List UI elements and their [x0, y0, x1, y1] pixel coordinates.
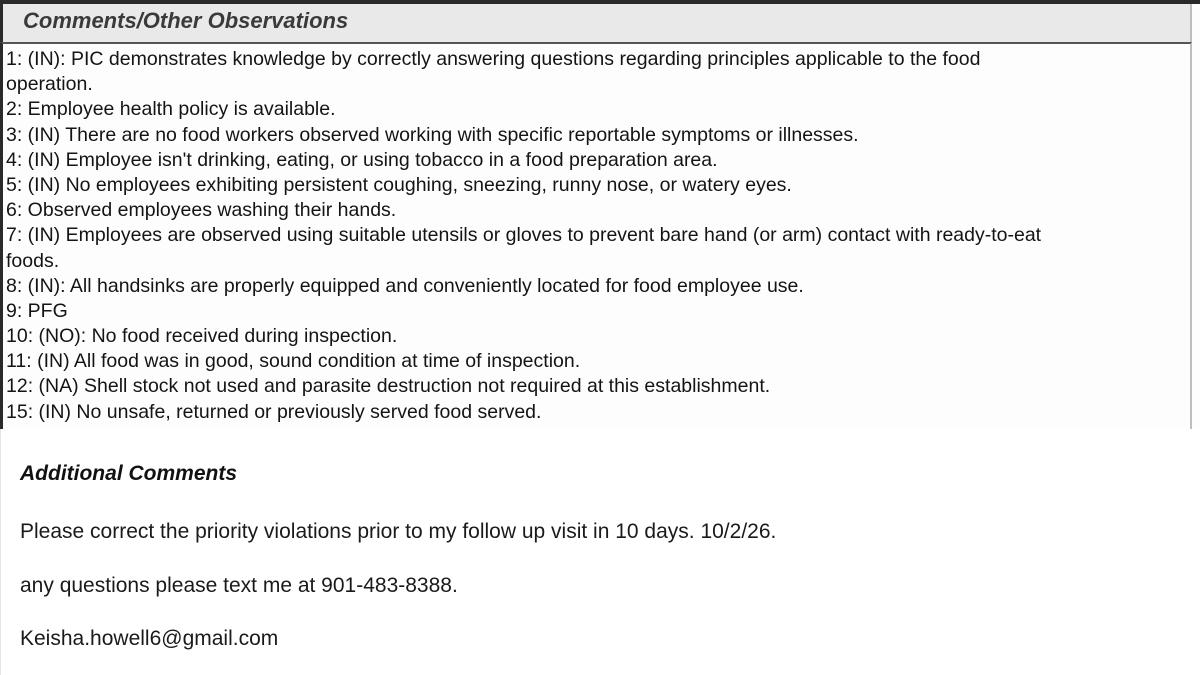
observation-line: 8: (IN): All handsinks are properly equipped and conveniently located for food employee use. — [6, 274, 804, 297]
observation-line: 5: (IN) No employees exhibiting persistent coughing, sneezing, runny nose, or watery eyes. — [6, 173, 792, 196]
contact-phone-note: any questions please text me at 901-483-8388. — [20, 574, 458, 597]
observation-line: 12: (NA) Shell stock not used and parasite destruction not required at this establishment. — [6, 375, 771, 398]
observation-line: 10: (NO): No food received during inspection. — [6, 325, 398, 348]
additional-comments-panel — [0, 429, 1200, 675]
observation-line: 7: (IN) Employees are observed using suitable utensils or gloves to prevent bare hand (or arm) contact with ready-to-eat — [6, 224, 1042, 247]
observation-line: 9: PFG — [6, 299, 68, 322]
observation-line: 3: (IN) There are no food workers observed working with specific reportable symptoms or illnesses. — [6, 123, 859, 146]
observation-line: 4: (IN) Employee isn't drinking, eating, or using tobacco in a food preparation area. — [6, 148, 718, 171]
observation-line: 6: Observed employees washing their hands. — [6, 199, 397, 222]
observations-list — [6, 47, 1194, 425]
contact-email: Keisha.howell6@gmail.com — [20, 627, 279, 650]
observation-line: 15: (IN) No unsafe, returned or previously served food served. — [6, 400, 542, 423]
observation-line: operation. — [6, 73, 93, 96]
follow-up-note: Please correct the priority violations prior to my follow up visit in 10 days. 10/2/26. — [20, 520, 777, 543]
observation-line: 1: (IN): PIC demonstrates knowledge by correctly answering questions regarding principles applicable to the food — [6, 48, 981, 70]
observations-header — [0, 4, 1192, 42]
observation-line: 2: Employee health policy is available. — [6, 98, 336, 121]
observation-line: 11: (IN) All food was in good, sound condition at time of inspection. — [6, 350, 581, 373]
additional-comments-title: Additional Comments — [20, 462, 238, 485]
observation-line: foods. — [6, 249, 60, 272]
observations-title: Comments/Other Observations — [23, 8, 349, 33]
